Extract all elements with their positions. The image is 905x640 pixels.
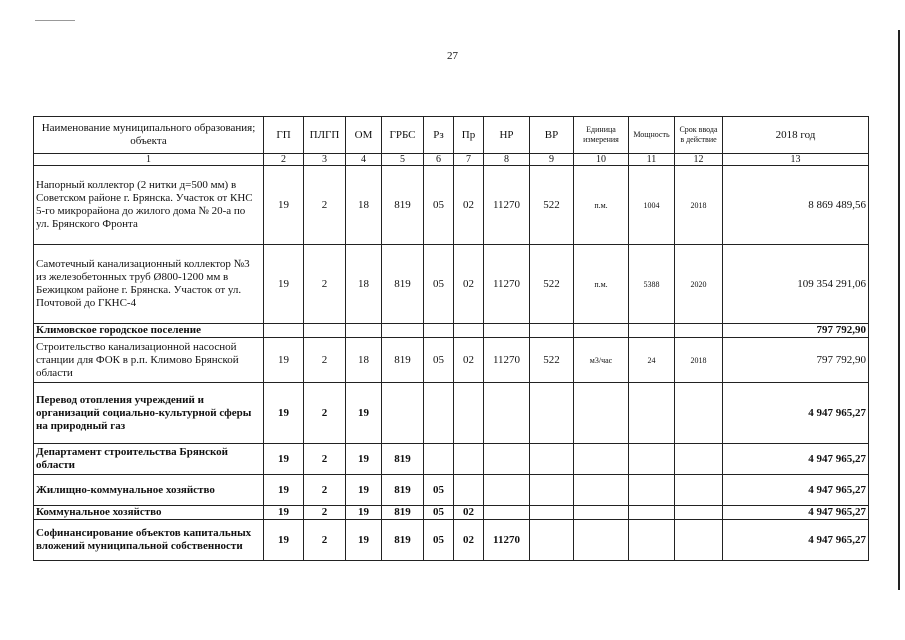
column-number: 3 — [304, 154, 346, 166]
amount-cell: 4 947 965,27 — [723, 475, 869, 506]
table-row — [34, 475, 869, 506]
table-cell: 18 — [346, 338, 382, 383]
header-cell: Мощность — [629, 117, 675, 154]
table-cell — [530, 324, 574, 338]
table-row — [34, 520, 869, 561]
table-cell: 819 — [382, 520, 424, 561]
table-cell: 19 — [264, 475, 304, 506]
table-cell — [530, 520, 574, 561]
amount-cell: 4 947 965,27 — [723, 444, 869, 475]
table-cell: 05 — [424, 520, 454, 561]
header-cell: Наименование муниципального образования; объекта — [34, 117, 264, 154]
table-cell: п.м. — [574, 166, 629, 245]
table-cell: 19 — [264, 338, 304, 383]
object-name-cell: Софинансирование объектов капитальных вложений муниципальной собственности — [34, 520, 264, 561]
table-cell: 19 — [264, 383, 304, 444]
header-cell: ОМ — [346, 117, 382, 154]
table-cell: 11270 — [484, 520, 530, 561]
table-cell: 02 — [454, 506, 484, 520]
table-cell — [675, 475, 723, 506]
table-cell — [629, 506, 675, 520]
table-cell — [629, 444, 675, 475]
table-row — [34, 383, 869, 444]
table-cell: 02 — [454, 245, 484, 324]
table-cell: 18 — [346, 245, 382, 324]
table-cell: 1004 — [629, 166, 675, 245]
table-cell — [484, 324, 530, 338]
table-cell — [675, 520, 723, 561]
budget-table — [33, 116, 869, 561]
table-cell: 2 — [304, 383, 346, 444]
table-cell: 19 — [264, 520, 304, 561]
column-number: 7 — [454, 154, 484, 166]
column-number: 5 — [382, 154, 424, 166]
table-cell — [675, 444, 723, 475]
column-number-row — [34, 154, 869, 166]
table-cell: 05 — [424, 166, 454, 245]
table-cell: 05 — [424, 475, 454, 506]
table-cell: 19 — [346, 506, 382, 520]
object-name-cell: Жилищно-коммунальное хозяйство — [34, 475, 264, 506]
table-cell: 19 — [264, 444, 304, 475]
table-cell — [629, 324, 675, 338]
amount-cell: 4 947 965,27 — [723, 506, 869, 520]
table-row — [34, 444, 869, 475]
table-cell — [574, 444, 629, 475]
table-cell — [530, 475, 574, 506]
table-cell — [382, 324, 424, 338]
object-name-cell: Строительство канализационной насосной станции для ФОК в р.п. Климово Брянской области — [34, 338, 264, 383]
object-name-cell: Департамент строительства Брянской области — [34, 444, 264, 475]
header-cell: НР — [484, 117, 530, 154]
table-cell: 05 — [424, 245, 454, 324]
column-number: 9 — [530, 154, 574, 166]
object-name-cell: Перевод отопления учреждений и организаций социально-культурной сферы на природный газ — [34, 383, 264, 444]
table-cell: 2 — [304, 245, 346, 324]
table-cell: 522 — [530, 338, 574, 383]
table-cell — [454, 324, 484, 338]
table-cell: м3/час — [574, 338, 629, 383]
table-cell: 819 — [382, 338, 424, 383]
table-cell: 02 — [454, 166, 484, 245]
header-cell: ПЛГП — [304, 117, 346, 154]
table-row — [34, 506, 869, 520]
table-cell: 24 — [629, 338, 675, 383]
table-cell — [454, 444, 484, 475]
table-cell: 2 — [304, 475, 346, 506]
header-cell: 2018 год — [723, 117, 869, 154]
table-cell: 11270 — [484, 166, 530, 245]
table-cell — [484, 506, 530, 520]
table-cell — [484, 383, 530, 444]
amount-cell: 8 869 489,56 — [723, 166, 869, 245]
amount-cell: 797 792,90 — [723, 338, 869, 383]
scan-artifact — [35, 20, 75, 21]
table-cell — [454, 383, 484, 444]
header-cell: ГРБС — [382, 117, 424, 154]
table-cell: 19 — [346, 383, 382, 444]
table-cell: 819 — [382, 475, 424, 506]
table-cell: 819 — [382, 166, 424, 245]
table-cell — [675, 324, 723, 338]
table-cell — [424, 383, 454, 444]
table-cell — [675, 383, 723, 444]
header-cell: ВР — [530, 117, 574, 154]
amount-cell: 4 947 965,27 — [723, 383, 869, 444]
table-cell: 2018 — [675, 166, 723, 245]
table-cell — [484, 444, 530, 475]
table-row — [34, 338, 869, 383]
table-cell: 02 — [454, 520, 484, 561]
object-name-cell: Климовское городское поселение — [34, 324, 264, 338]
table-cell — [484, 475, 530, 506]
table-cell — [530, 383, 574, 444]
table-cell — [574, 324, 629, 338]
amount-cell: 797 792,90 — [723, 324, 869, 338]
table-cell: 2 — [304, 506, 346, 520]
table-cell — [424, 324, 454, 338]
table-cell — [424, 444, 454, 475]
table-cell: 819 — [382, 245, 424, 324]
table-cell: 2020 — [675, 245, 723, 324]
table-cell: 2018 — [675, 338, 723, 383]
header-cell: Срок ввода в действие — [675, 117, 723, 154]
table-cell: 2 — [304, 444, 346, 475]
header-cell: Единица измерения — [574, 117, 629, 154]
column-number: 1 — [34, 154, 264, 166]
table-cell — [629, 383, 675, 444]
object-name-cell: Самотечный канализационный коллектор №3 из железобетонных труб Ø800-1200 мм в Бежицком районе г. Брянска. Участок от ул. Почтовой до ГКНС-4 — [34, 245, 264, 324]
table-cell: 19 — [346, 444, 382, 475]
table-cell: 11270 — [484, 338, 530, 383]
table-cell — [454, 475, 484, 506]
amount-cell: 109 354 291,06 — [723, 245, 869, 324]
table-cell — [675, 506, 723, 520]
table-cell: 11270 — [484, 245, 530, 324]
table-cell: 19 — [264, 506, 304, 520]
table-cell: 05 — [424, 338, 454, 383]
table-cell: 19 — [346, 475, 382, 506]
table-cell: 2 — [304, 520, 346, 561]
header-cell: ГП — [264, 117, 304, 154]
table-cell: 819 — [382, 506, 424, 520]
column-number: 4 — [346, 154, 382, 166]
column-number: 8 — [484, 154, 530, 166]
object-name-cell: Коммунальное хозяйство — [34, 506, 264, 520]
table-cell — [304, 324, 346, 338]
table-cell — [574, 383, 629, 444]
table-cell: 02 — [454, 338, 484, 383]
table-cell: 19 — [264, 245, 304, 324]
table-row — [34, 324, 869, 338]
column-number: 2 — [264, 154, 304, 166]
page-number: 27 — [447, 50, 458, 62]
table-cell: п.м. — [574, 245, 629, 324]
scan-edge-line — [898, 30, 900, 590]
table-cell: 05 — [424, 506, 454, 520]
table-row — [34, 245, 869, 324]
table-cell: 819 — [382, 444, 424, 475]
table-cell: 522 — [530, 166, 574, 245]
header-cell: Пр — [454, 117, 484, 154]
table-cell — [382, 383, 424, 444]
table-cell — [629, 520, 675, 561]
amount-cell: 4 947 965,27 — [723, 520, 869, 561]
table-cell — [530, 444, 574, 475]
header-row — [34, 117, 869, 154]
object-name-cell: Напорный коллектор (2 нитки д=500 мм) в Советском районе г. Брянска. Участок от КНС 5-го микрорайона до жилого дома № 20-а по ул. Брянского Фронта — [34, 166, 264, 245]
column-number: 11 — [629, 154, 675, 166]
table-cell: 5388 — [629, 245, 675, 324]
column-number: 12 — [675, 154, 723, 166]
table-cell: 522 — [530, 245, 574, 324]
header-cell: Рз — [424, 117, 454, 154]
table-cell: 2 — [304, 166, 346, 245]
table-cell: 2 — [304, 338, 346, 383]
table-cell — [530, 506, 574, 520]
column-number: 10 — [574, 154, 629, 166]
table-cell: 19 — [346, 520, 382, 561]
column-number: 6 — [424, 154, 454, 166]
table-cell: 19 — [264, 166, 304, 245]
table-cell — [346, 324, 382, 338]
table-cell — [574, 506, 629, 520]
table-row — [34, 166, 869, 245]
column-number: 13 — [723, 154, 869, 166]
table-cell — [264, 324, 304, 338]
table-cell — [574, 475, 629, 506]
table-cell — [629, 475, 675, 506]
table-cell — [574, 520, 629, 561]
table-cell: 18 — [346, 166, 382, 245]
